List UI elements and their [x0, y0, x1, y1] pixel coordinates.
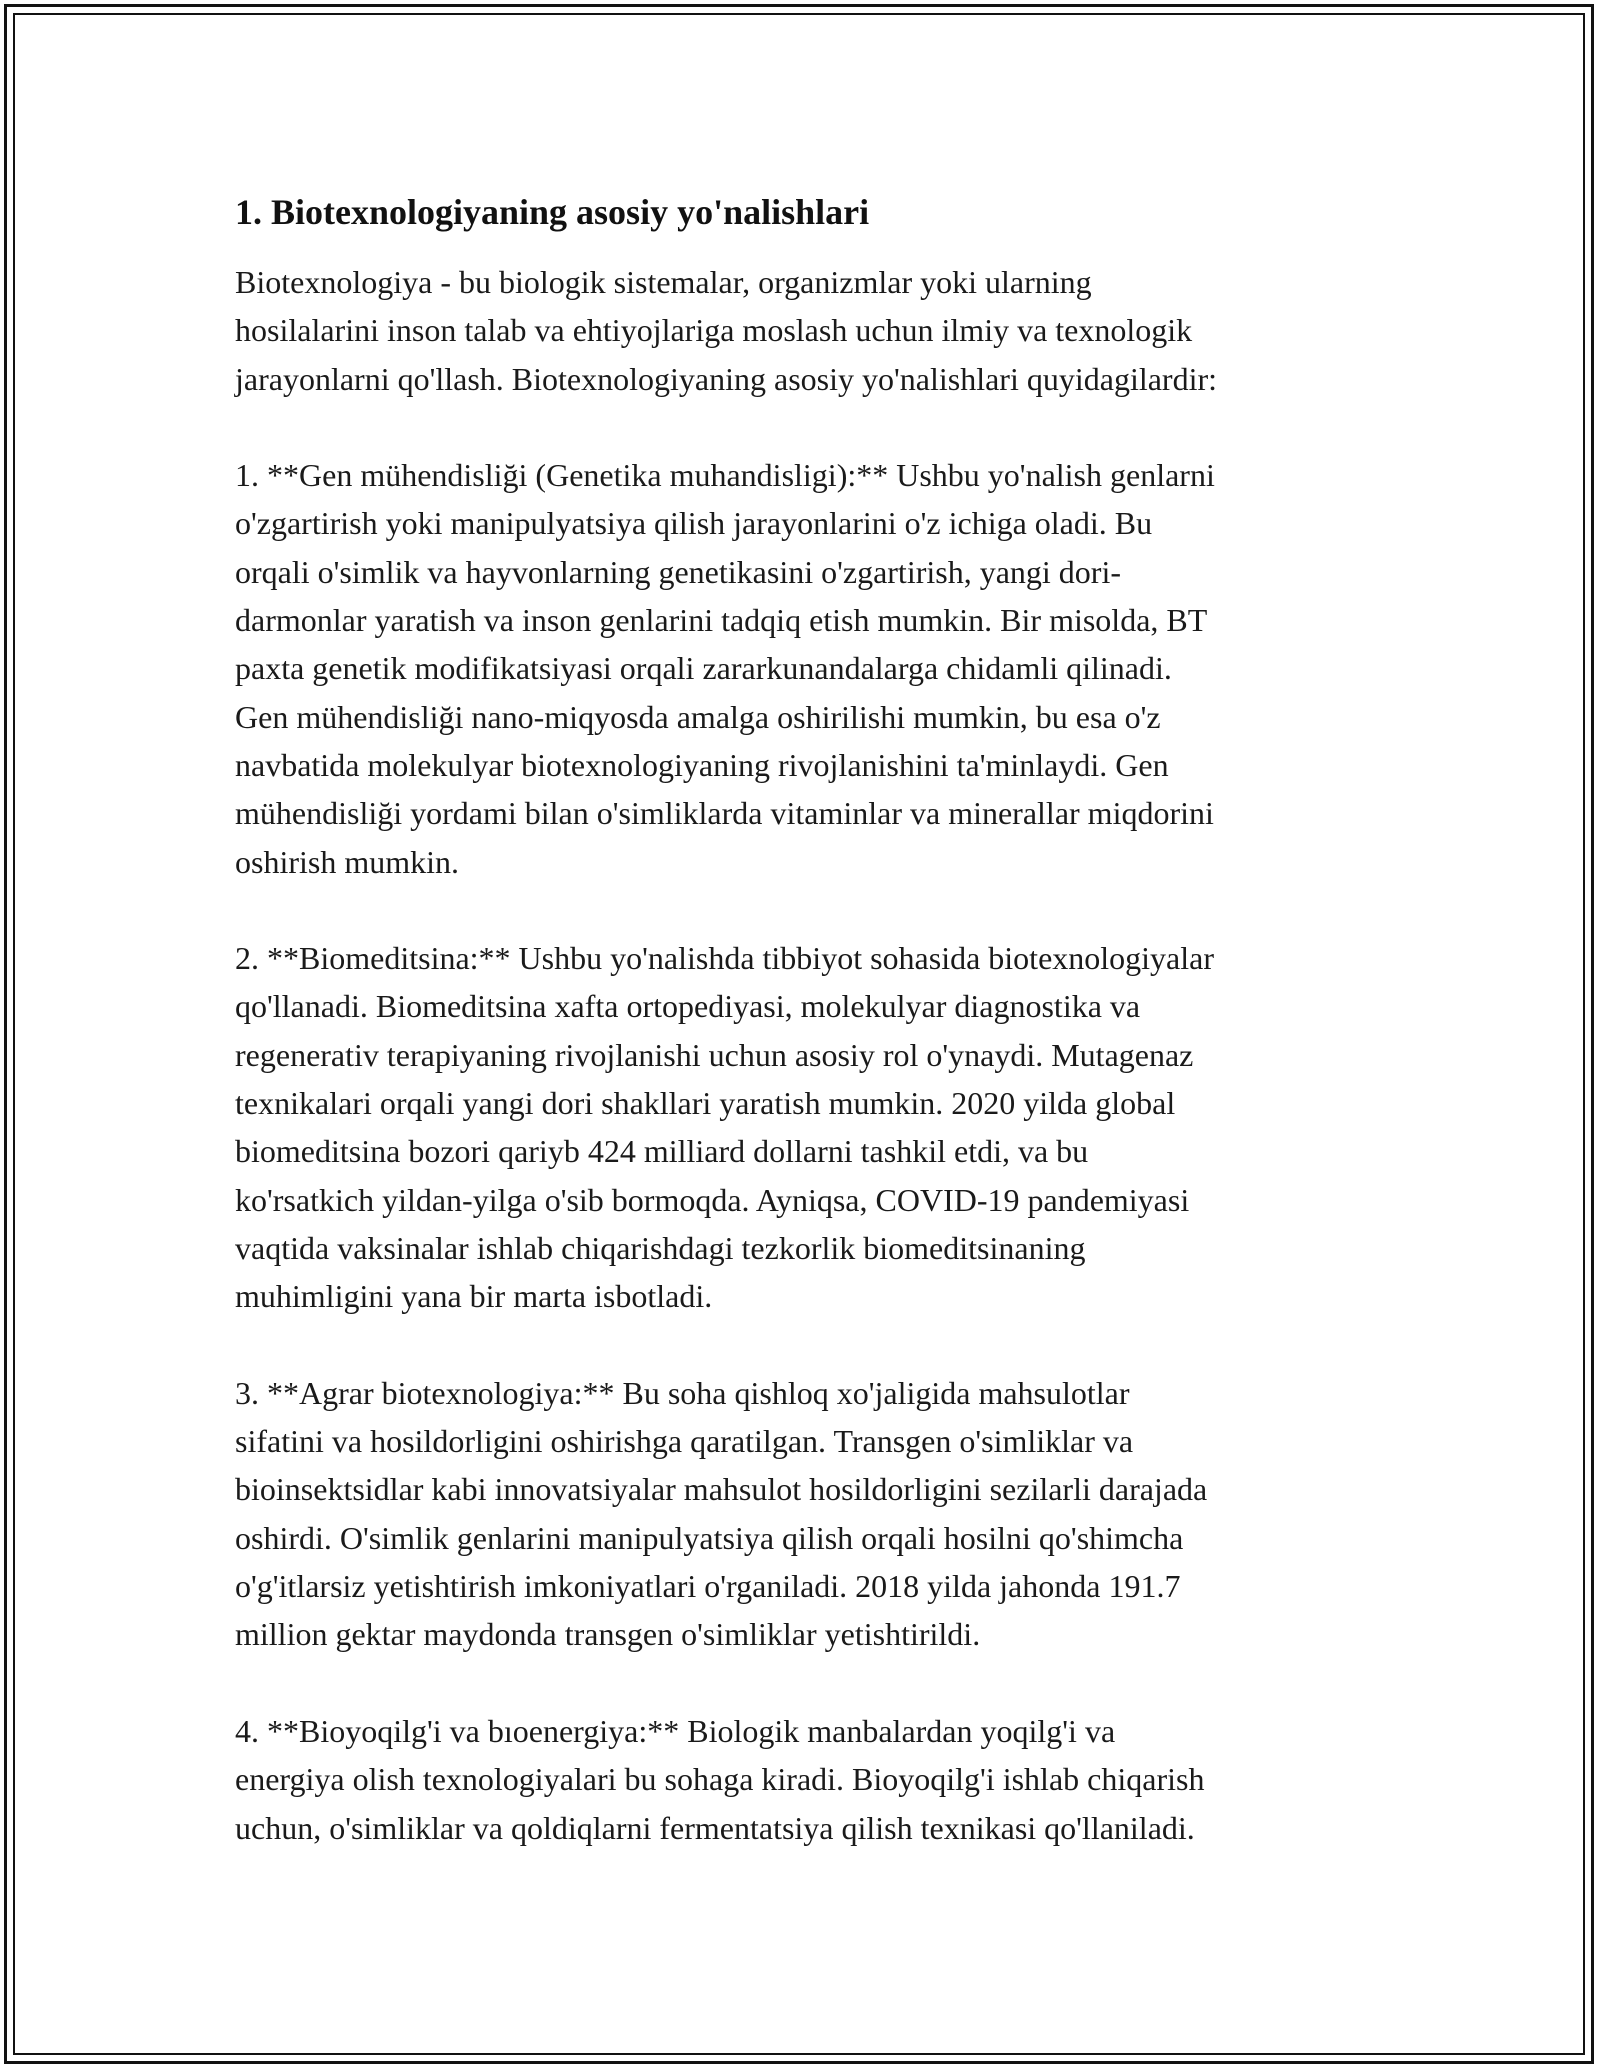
- agrarian-biotech-paragraph: 3. **Agrar biotexnologiya:** Bu soha qishloq xo'jaligida mahsulotlar sifatini va hosildorligini oshirishga qaratilgan. Transgen o'simliklar va bioinsektsidlar kabi innovatsiyalar mahsulot hosildorligini sezilarli darajada oshirdi. O'simlik genlarini manipulyatsiya qilish orqali hosilni qo'shimcha o'g'itlarsiz yetishtirish imkoniyatlari o'rganiladi. 2018 yilda jahonda 191.7 million gektar maydonda transgen o'simliklar yetishtirildi.: [235, 1374, 1208, 1653]
- document-body: [235, 188, 1385, 1852]
- gene-engineering-paragraph: 1. **Gen mühendisliği (Genetika muhandisligi):** Ushbu yo'nalish genlarni o'zgartirish yoki manipulyatsiya qilish jarayonlarini o'z ichiga oladi. Bu orqali o'simlik va hayvonlarning genetikasini o'zgartirish, yangi dori- darmonlar yaratish va inson genlarini tadqiq etish mumkin. Bir misolda, BT paxta genetik modifikatsiyasi orqali zararkunandalarga chidamli qilinadi. Gen mühendisliği nano-miqyosda amalga oshirilishi mumkin, bu esa o'z navbatida molekulyar biotexnologiyaning rivojlanishini ta'minlaydi. Gen mühendisliği yordami bilan o'simliklarda vitaminlar va minerallar miqdorini oshirish mumkin.: [235, 457, 1215, 880]
- section-title: 1. Biotexnologiyaning asosiy yo'nalishlari: [235, 192, 870, 232]
- biofuel-paragraph: 4. **Bioyoqilg'i va bıoenergiya:** Biologik manbalardan yoqilg'i va energiya olish texnologiyalari bu sohaga kiradi. Bioyoqilg'i ishlab chiqarish uchun, o'simliklar va qoldiqlarni fermentatsiya qilish texnikasi qo'llaniladi.: [235, 1712, 1205, 1846]
- intro-paragraph: Biotexnologiya - bu biologik sistemalar, organizmlar yoki ularning hosilalarini inson talab va ehtiyojlariga moslash uchun ilmiy va texnologik jarayonlarni qo'llash. Biotexnologiyaning asosiy yo'nalishlari quyidagilardir:: [235, 264, 1218, 397]
- biomedicine-paragraph: 2. **Biomeditsina:** Ushbu yo'nalishda tibbiyot sohasida biotexnologiyalar qo'llanadi. Biomeditsina xafta ortopediyasi, molekulyar diagnostika va regenerativ terapiyaning rivojlanishi uchun asosiy rol o'ynaydi. Mutagenaz texnikalari orqali yangi dori shakllari yaratish mumkin. 2020 yilda global biomeditsina bozori qariyb 424 milliard dollarni tashkil etdi, va bu ko'rsatkich yildan-yilga o'sib bormoqda. Ayniqsa, COVID-19 pandemiyasi vaqtida vaksinalar ishlab chiqarishdagi tezkorlik biomeditsinaning muhimligini yana bir marta isbotladi.: [235, 940, 1214, 1315]
